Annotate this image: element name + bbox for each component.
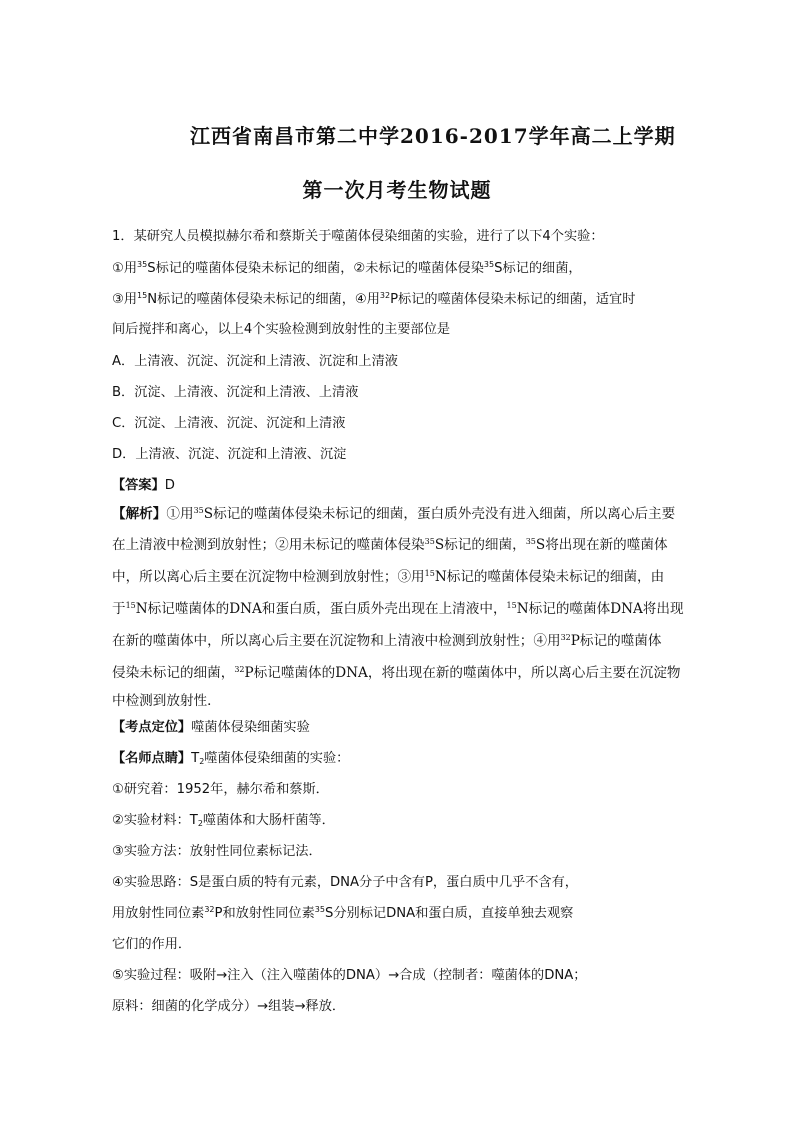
explanation-line6: 侵染未标记的细菌，$^{32}$P标记噬菌体的DNA，将出现在新的噬菌体中，所以离心后主要在沉淀物 — [112, 665, 681, 681]
mingshi-point4-line3: 它们的作用． — [112, 937, 192, 952]
option-b: B．沉淀、上清液、沉淀和上清液、上清液 — [112, 385, 359, 400]
question-experiments-line2: ③用$^{15}$N标记的噬菌体侵染未标记的细菌，④用$^{32}$P标记的噬菌体侵染未标记的细菌，适宜时 — [112, 291, 636, 307]
explanation-line5: 在新的噬菌体中，所以离心后主要在沉淀物和上清液中检测到放射性；④用$^{32}$P标记的噬菌体 — [112, 633, 662, 649]
option-d: D．上清液、沉淀、沉淀和上清液、沉淀 — [112, 447, 347, 462]
explanation-label: 【解析】 — [112, 506, 167, 522]
question-experiments-line1: ①用$^{35}$S标记的噬菌体侵染未标记的细菌，②未标记的噬菌体侵染$^{35}$S标记的细菌， — [112, 260, 582, 276]
explanation-line2: 在上清液中检测到放射性；②用未标记的噬菌体侵染$^{35}$S标记的细菌，$^{35}$S将出现在新的噬菌体 — [112, 537, 668, 553]
kaodian-label: 【考点定位】 — [112, 720, 192, 735]
option-a: A．上清液、沉淀、沉淀和上清液、沉淀和上清液 — [112, 354, 398, 369]
answer-label: 【答案】 — [112, 478, 165, 493]
explanation-line7: 中检测到放射性． — [112, 693, 221, 709]
mingshi-point5-line1: ⑤实验过程：吸附→注入（注入噬菌体的DNA）→合成（控制者：噬菌体的DNA； — [112, 968, 587, 983]
mingshi-point4-line1: ④实验思路：S是蛋白质的特有元素，DNA分子中含有P，蛋白质中几乎不含有， — [112, 875, 578, 890]
document-title-line1: 江西省南昌市第二中学2016-2017学年高二上学期 — [190, 124, 676, 148]
document-title-line2: 第一次月考生物试题 — [302, 178, 492, 202]
question-stem: 1．某研究人员模拟赫尔希和蔡斯关于噬菌体侵染细菌的实验，进行了以下4个实验： — [112, 229, 604, 244]
mingshi-point1: ①研究着：1952年，赫尔希和蔡斯． — [112, 782, 329, 797]
answer-row — [112, 477, 175, 495]
mingshi-label: 【名师点睛】 — [112, 751, 192, 766]
explanation-line3: 中，所以离心后主要在沉淀物中检测到放射性；③用$^{15}$N标记的噬菌体侵染未标记的细菌，由 — [112, 569, 665, 585]
explanation-line1: 【解析】①用$^{35}$S标记的噬菌体侵染未标记的细菌，蛋白质外壳没有进入细菌，所以离心后主要 — [112, 506, 676, 522]
option-c: C．沉淀、上清液、沉淀、沉淀和上清液 — [112, 416, 346, 431]
kaodian-row — [112, 719, 310, 737]
answer-value: D — [164, 478, 175, 493]
question-experiments-line3: 间后搅拌和离心，以上4个实验检测到放射性的主要部位是 — [112, 322, 451, 337]
mingshi-point2: ②实验材料：$T_2$噬菌体和大肠杆菌等． — [112, 813, 335, 828]
explanation-line4: 于$^{15}$N标记噬菌体的DNA和蛋白质，蛋白质外壳出现在上清液中，$^{15}$N标记的噬菌体DNA将出现 — [112, 601, 684, 617]
mingshi-point5-line2: 原料：细菌的化学成分）→组装→释放． — [112, 999, 346, 1014]
mingshi-point4-line2: 用放射性同位素$^{32}$P和放射性同位素$^{35}$S分别标记DNA和蛋白质，直接单独去观察 — [112, 905, 574, 921]
mingshi-heading: 【名师点睛】$T_2$噬菌体侵染细菌的实验： — [112, 751, 350, 766]
kaodian-value: 噬菌体侵染细菌实验 — [191, 720, 310, 735]
mingshi-point3: ③实验方法：放射性同位素标记法． — [112, 844, 322, 859]
